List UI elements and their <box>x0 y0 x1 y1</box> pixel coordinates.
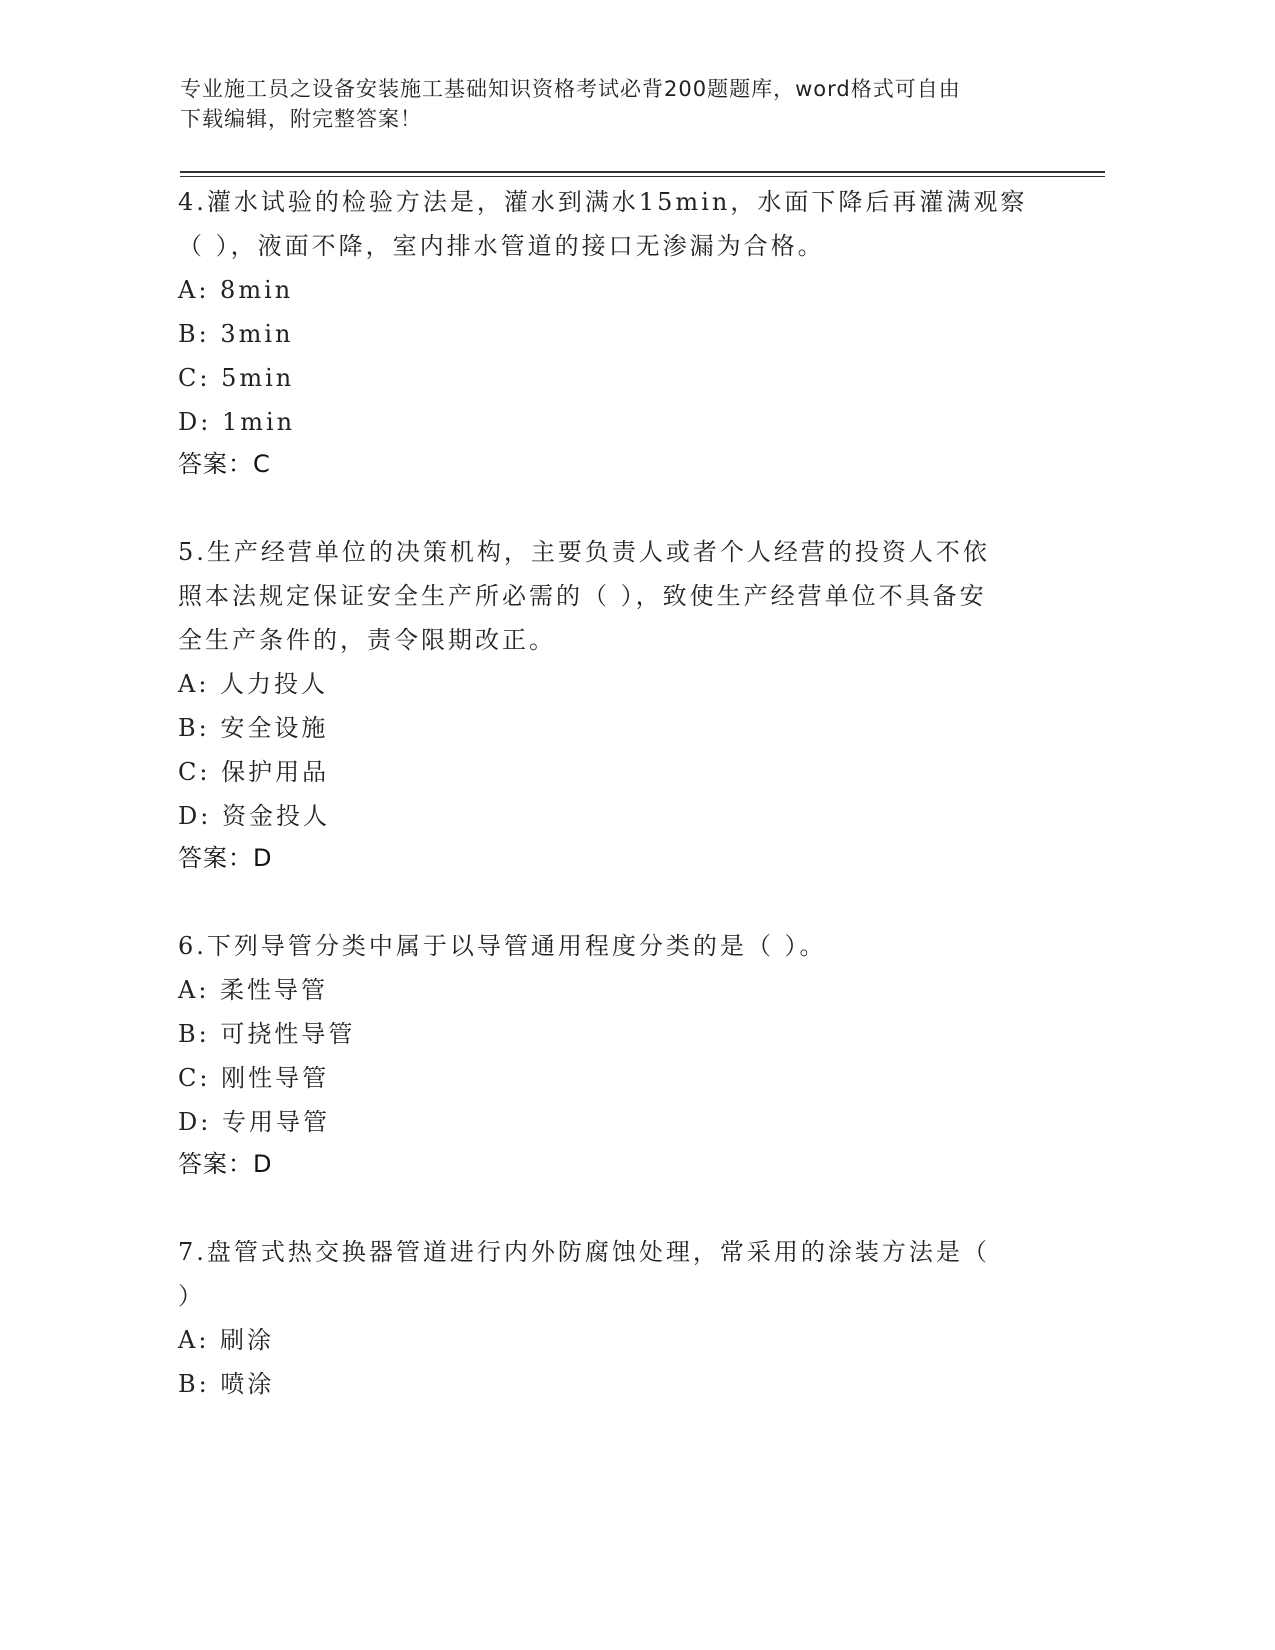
option-d: D: 专用导管 <box>178 1108 330 1136</box>
header-divider-thin <box>180 176 1105 177</box>
header-line-1: 专业施工员之设备安装施工基础知识资格考试必背200题题库，word格式可自由 <box>180 77 961 101</box>
question-text-line: ） <box>178 1282 205 1310</box>
answer-line: 答案：D <box>178 1150 273 1178</box>
question-block <box>178 1230 1038 1406</box>
header-line-2: 下载编辑，附完整答案！ <box>180 107 422 131</box>
answer-line: 答案：D <box>178 844 273 872</box>
question-spacer <box>178 1184 1038 1230</box>
question-text-line: 5.生产经营单位的决策机构，主要负责人或者个人经营的投资人不依 <box>178 538 990 566</box>
question-text-line: 全生产条件的，责令限期改正。 <box>178 626 556 654</box>
option-b: B: 喷涂 <box>178 1370 275 1398</box>
question-text-line: 7.盘管式热交换器管道进行内外防腐蚀处理，常采用的涂装方法是（ <box>178 1238 990 1266</box>
question-block <box>178 180 1038 484</box>
option-a: A: 人力投人 <box>178 670 329 698</box>
option-d: D: 1min <box>178 408 296 436</box>
question-spacer <box>178 484 1038 530</box>
option-c: C: 保护用品 <box>178 758 330 786</box>
option-a: A: 刷涂 <box>178 1326 275 1354</box>
option-c: C: 5min <box>178 364 295 392</box>
header-divider-thick <box>180 171 1105 173</box>
option-b: B: 3min <box>178 320 294 348</box>
option-d: D: 资金投人 <box>178 802 330 830</box>
answer-line: 答案：C <box>178 450 271 478</box>
question-text-line: 照本法规定保证安全生产所必需的（ ），致使生产经营单位不具备安 <box>178 582 987 610</box>
question-text-line: 4.灌水试验的检验方法是，灌水到满水15min，水面下降后再灌满观察 <box>178 188 1028 216</box>
question-block <box>178 924 1038 1184</box>
option-a: A: 8min <box>178 276 294 304</box>
option-b: B: 可挠性导管 <box>178 1020 356 1048</box>
document-header <box>180 74 1060 134</box>
question-text-line: 6.下列导管分类中属于以导管通用程度分类的是（ ）。 <box>178 932 827 960</box>
option-b: B: 安全设施 <box>178 714 329 742</box>
question-block <box>178 530 1038 878</box>
option-c: C: 刚性导管 <box>178 1064 330 1092</box>
question-list <box>178 180 1038 1406</box>
option-a: A: 柔性导管 <box>178 976 329 1004</box>
question-spacer <box>178 878 1038 924</box>
question-text-line: （ ），液面不降，室内排水管道的接口无渗漏为合格。 <box>178 232 825 260</box>
